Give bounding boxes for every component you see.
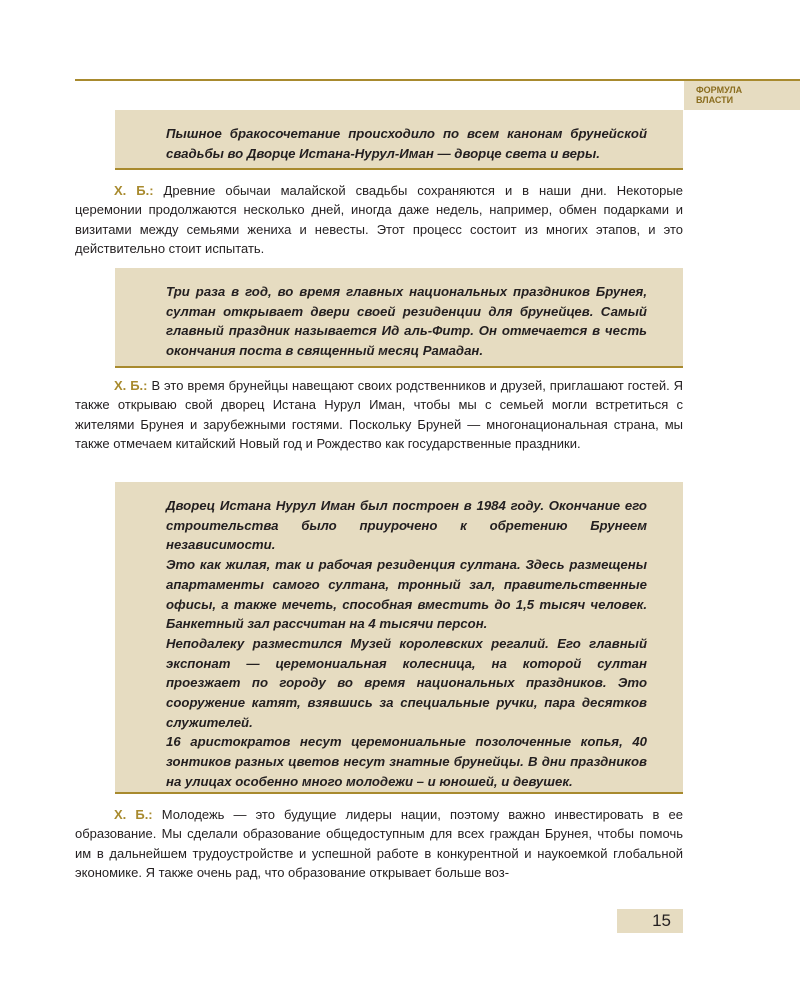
speaker-label: Х. Б.: xyxy=(114,378,148,393)
answer-paragraph-customs xyxy=(75,181,683,259)
speaker-label: Х. Б.: xyxy=(114,807,153,822)
quote-box-holidays xyxy=(115,268,683,368)
section-label-line2: ВЛАСТИ xyxy=(696,95,734,105)
answer-paragraph-education xyxy=(75,805,683,883)
page-number: 15 xyxy=(617,909,683,933)
section-label-line1: ФОРМУЛА xyxy=(696,85,743,95)
quote-text: Пышное бракосочетание происходило по всем канонам брунейской свадьбы во Дворце Истана-Нурул-Иман — дворце света и веры. xyxy=(166,126,647,161)
answer-text: Молодежь — это будущие лидеры нации, поэтому важно инвестировать в ее образование. Мы сделали образование общедоступным для всех граждан Брунея, чтобы помочь им в дальнейшем трудоустройстве и успешной работе в конкурентной и наукоемкой глобальной экономике. Я также очень рад, что образование открывает больше воз- xyxy=(75,807,683,881)
quote-paragraph: Это как жилая, так и рабочая резиденция султана. Здесь размещены апартаменты самого султана, тронный зал, правительственные офисы, а также мечеть, способная вместить до 1,5 тысяч человек. Банкетный зал рассчитан на 4 тысячи персон. xyxy=(166,557,647,632)
quote-paragraph: 16 аристократов несут церемониальные позолоченные копья, 40 зонтиков разных цветов несут знатные брунейцы. В дни праздников на улицах особенно много молодежи – и юношей, и девушек. xyxy=(166,734,647,789)
answer-paragraph-palace-open xyxy=(75,376,683,454)
section-label xyxy=(684,81,800,110)
speaker-label: Х. Б.: xyxy=(114,183,154,198)
answer-text: Древние обычаи малайской свадьбы сохраняются и в наши дни. Некоторые церемонии продолжаются несколько дней, иногда даже недель, например, обмен подарками и визитами между семьями жениха и невесты. Этот процесс состоит из многих этапов, и это действительно стоит испытать. xyxy=(75,183,683,257)
quote-paragraph: Неподалеку разместился Музей королевских регалий. Его главный экспонат — церемониальная колесница, на которой султан проезжает по городу во время национальных праздников. Это сооружение катят, взявшись за специальные ручки, пара десятков служителей. xyxy=(166,635,647,730)
quote-box-palace-facts xyxy=(115,482,683,794)
quote-paragraph: Дворец Истана Нурул Иман был построен в 1984 году. Окончание его строительства было приурочено к обретению Брунеем независимости. xyxy=(166,498,647,553)
quote-text: Три раза в год, во время главных национальных праздников Брунея, султан открывает двери своей резиденции для брунейцев. Самый главный праздник называется Ид аль-Фитр. Он отмечается в честь окончания поста в священный месяц Рамадан. xyxy=(166,284,647,359)
quote-box-wedding xyxy=(115,110,683,170)
answer-text: В это время брунейцы навещают своих родственников и друзей, приглашают гостей. Я также открываю свой дворец Истана Нурул Иман, чтобы мы с семьей могли встретиться с жителями Брунея и зарубежными гостями. Поскольку Бруней — многонациональная страна, мы также отмечаем китайский Новый год и Рождество как государственные праздники. xyxy=(75,378,683,452)
